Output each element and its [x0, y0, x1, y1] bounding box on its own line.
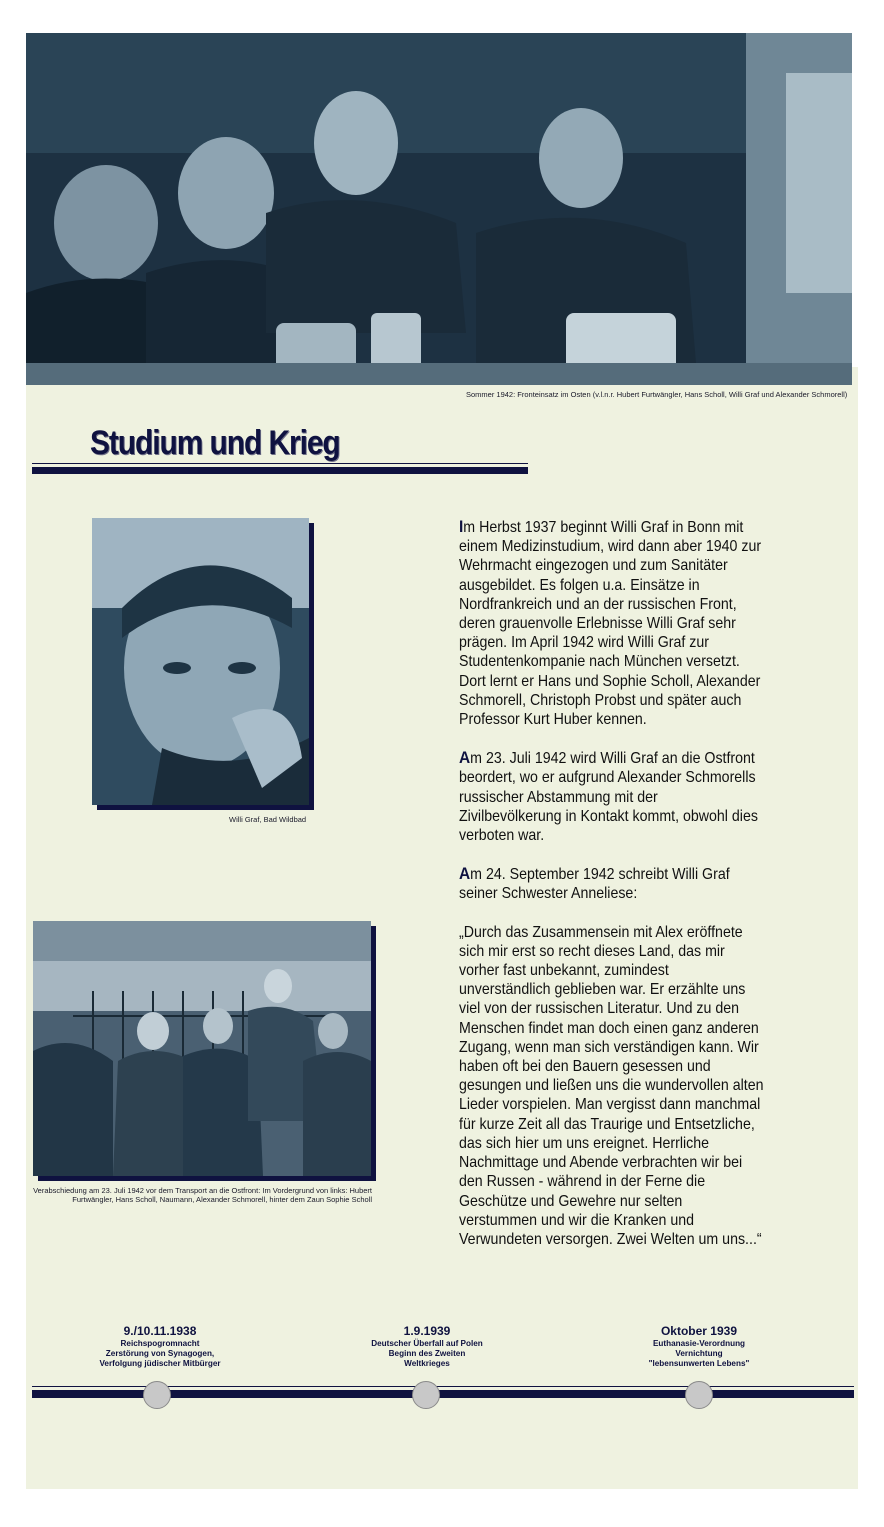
timeline-desc-line: Vernichtung	[675, 1348, 723, 1358]
timeline-desc-line: Verfolgung jüdischer Mitbürger	[99, 1358, 221, 1368]
timeline-desc-line: Zerstörung von Synagogen,	[105, 1348, 215, 1358]
timeline-desc-line: Deutscher Überfall auf Polen	[371, 1338, 483, 1348]
group-photo-caption	[32, 1186, 372, 1204]
page-title: Studium und Krieg	[90, 424, 340, 462]
dropcap: I	[459, 517, 464, 536]
timeline-event	[327, 1324, 527, 1368]
portrait-illustration	[92, 518, 309, 805]
dropcap: A	[459, 748, 471, 768]
timeline-date: 9./10.11.1938	[123, 1324, 197, 1338]
timeline-desc-line: Reichspogromnacht	[120, 1338, 200, 1348]
group-photo	[33, 921, 371, 1176]
paragraph-study	[459, 517, 764, 729]
timeline-date: Oktober 1939	[660, 1324, 738, 1338]
paragraph-eastfront	[459, 748, 764, 845]
paragraph-text: „Durch das Zusammensein mit Alex eröffnete sich mir erst so recht dieses Land, das mir vorher fast unbekannt, zumindest unverständlich geblieben war. Er erzählte uns viel von der russischen Literatur. Und zu den Menschen findet man doch einen ganz anderen Zugang, wenn man sich verständigen kann. Wir haben oft bei den Bauern gesessen und gesungen und ließen uns die wundervollen alten Lieder vorspielen. Man vergisst dann manchmal für kurze Zeit all das Traurige und Entsetzliche, das sich hier um uns ereignet. Herrliche Nachmittage und Abende verbrachten wir bei den Russen - während in der Ferne die Geschütze und Gewehre nur selten verstummen und wir die Kranken und Verwundeten versorgen. Zwei Welten um uns...“	[459, 923, 764, 1248]
title-underline	[32, 467, 528, 474]
timeline-desc-line: "lebensunwerten Lebens"	[648, 1358, 750, 1368]
timeline-desc-line: Euthanasie-Verordnung	[652, 1338, 746, 1348]
group-photo-caption-line1: Verabschiedung am 23. Juli 1942 vor dem Transport an die Ostfront: Im Vordergrund von links: Hubert	[33, 1186, 372, 1195]
timeline-event	[599, 1324, 799, 1368]
hero-photo-illustration	[26, 33, 852, 385]
hero-caption: Sommer 1942: Fronteinsatz im Osten (v.l.n.r. Hubert Furtwängler, Hans Scholl, Willi Graf und Alexander Schmorell)	[466, 390, 848, 399]
timeline-event	[60, 1324, 260, 1368]
title-underline-thin	[32, 463, 528, 464]
timeline-marker	[685, 1381, 713, 1409]
paragraph-text: m 23. Juli 1942 wird Willi Graf an die Ostfront beordert, wo er aufgrund Alexander Schmorells russischer Abstammung mit der Zivilbevölkerung in Kontakt kommt, obwohl dies verboten war.	[459, 750, 758, 845]
dropcap: A	[459, 864, 471, 884]
timeline-marker	[143, 1381, 171, 1409]
body-text	[459, 517, 764, 1268]
timeline-date: 1.9.1939	[403, 1324, 451, 1338]
timeline-marker	[412, 1381, 440, 1409]
group-photo-illustration	[33, 921, 371, 1176]
timeline-desc-line: Beginn des Zweiten	[388, 1348, 466, 1358]
paragraph-text: m 24. September 1942 schreibt Willi Graf seiner Schwester Anneliese:	[459, 866, 730, 903]
group-photo-caption-line2: Furtwängler, Hans Scholl, Naumann, Alexander Schmorell, hinter dem Zaun Sophie Scholl	[72, 1195, 372, 1204]
portrait-caption: Willi Graf, Bad Wildbad	[229, 815, 307, 824]
portrait-photo	[92, 518, 309, 805]
hero-photo	[26, 33, 852, 385]
paragraph-letter-quote	[459, 923, 764, 1249]
paragraph-letter-intro	[459, 864, 764, 903]
timeline-desc-line: Weltkrieges	[404, 1358, 450, 1368]
paragraph-text: m Herbst 1937 beginnt Willi Graf in Bonn mit einem Medizinstudium, wird dann aber 1940 zur Wehrmacht eingezogen und zum Sanitäter ausgebildet. Es folgen u.a. Einsätze in Nordfrankreich und an der russischen Front, deren grauenvolle Erlebnisse Willi Graf sehr prägen. Im April 1942 wird Willi Graf zur Studentenkompanie nach München versetzt. Dort lernt er Hans und Sophie Scholl, Alexander Schmorell, Christoph Probst und später auch Professor Kurt Huber kennen.	[459, 519, 762, 729]
